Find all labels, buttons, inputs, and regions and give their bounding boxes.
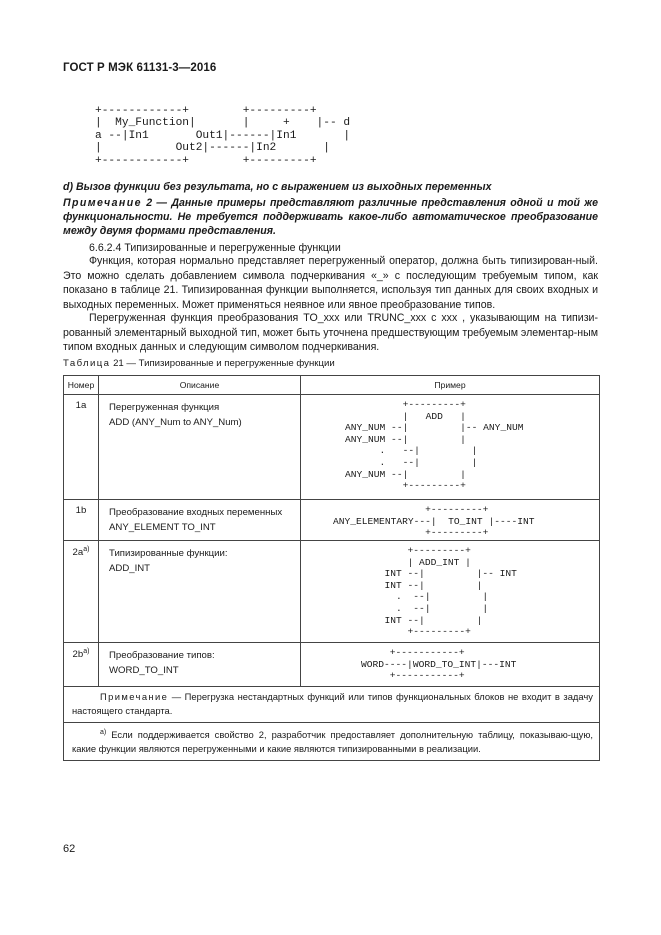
table-row (64, 395, 600, 500)
table-note-row (64, 687, 600, 723)
row-number: 1b (64, 500, 99, 541)
row-number: $2a^{а)}$ (64, 541, 99, 643)
row-description: Типизированные функции: ADD_INT (99, 541, 301, 643)
header-example: Пример (301, 376, 600, 395)
table-row (64, 541, 600, 643)
table-caption-label: Таблица (63, 358, 111, 369)
table-row (64, 500, 600, 541)
functions-table (63, 375, 600, 761)
header-description: Описание (99, 376, 301, 395)
table-footnote: $^{а)}$ Если поддерживается свойство 2, разработчик предоставляет дополнительную таблицу, показываю-щую, какие функции являются перегруженными и какие являются типизированными в реализации. (64, 723, 600, 761)
note-2-text: 2 — Данные примеры представляют различные представления одной и той же функциональности. Не требуется поддерживать какое-либо автоматическое преобразование между двумя формами представления. (63, 197, 598, 238)
table-row (64, 643, 600, 687)
paragraph-1: Функция, которая нормально представляет перегруженный оператор, должна быть типизирован-ный. Это можно сделать добавлением символа подчеркивания «_» с последующим требуемым типом, как показано в таблице 21. Типизированная функции выполняется, используя тип данных для своих входных и выходных переменных. Может применяться неявное или явное преобразование типов. (63, 255, 598, 311)
caption-d: d) Вызов функции без результата, но с выражением из выходных переменных (63, 181, 492, 193)
row-description: Преобразование входных переменных ANY_ELEMENT TO_INT (99, 500, 301, 541)
row-number: $2b^{а)}$ (64, 643, 99, 687)
section-title: 6.6.2.4 Типизированные и перегруженные функции (89, 242, 341, 254)
page-number: 62 (63, 843, 76, 855)
row-description: Перегруженная функция ADD (ANY_Num to ANY_Num) (99, 395, 301, 500)
row-number: 1a (64, 395, 99, 500)
table-caption (63, 358, 335, 369)
function-call-diagram: +------------+ +---------+ | My_Function| | + |-- d a --|In1 Out1|------|In1 | | Out2|------|In2 | +------------+ +---------+ (95, 105, 351, 167)
table-caption-text: 21 — Типизированные и перегруженные функции (110, 358, 335, 369)
document-header: ГОСТ Р МЭК 61131-3—2016 (63, 62, 217, 74)
note-2 (63, 196, 598, 239)
paragraph-2: Перегруженная функция преобразования TO_xxx или TRUNC_xxx с xxx , указывающим на типизи-рованный элементарный выходной тип, может быть уточнена предшествующим требуемым элементар-ным типом входных данных и следующим символом подчеркивания. (63, 312, 598, 354)
header-number: Номер (64, 376, 99, 395)
row-example: +---------+ ANY_ELEMENTARY---| TO_INT |----INT +---------+ (301, 500, 600, 541)
note-2-label: Примечание (63, 197, 142, 209)
row-example: +---------+ | ADD | ANY_NUM --| |-- ANY_NUM ANY_NUM --| | . --| | . --| | ANY_NUM --| | +---------+ (301, 395, 600, 500)
row-description: Преобразование типов: WORD_TO_INT (99, 643, 301, 687)
table-header-row (64, 376, 600, 395)
table-footnote-row (64, 723, 600, 761)
row-example: +---------+ | ADD_INT | INT --| |-- INT INT --| | . --| | . --| | INT --| | +---------+ (301, 541, 600, 643)
row-example: +-----------+ WORD----|WORD_TO_INT|---INT +-----------+ (301, 643, 600, 687)
table-note: Примечание — Перегрузка нестандартных функций или типов функциональных блоков не входит в задачу настоящего стандарта. (64, 687, 600, 723)
